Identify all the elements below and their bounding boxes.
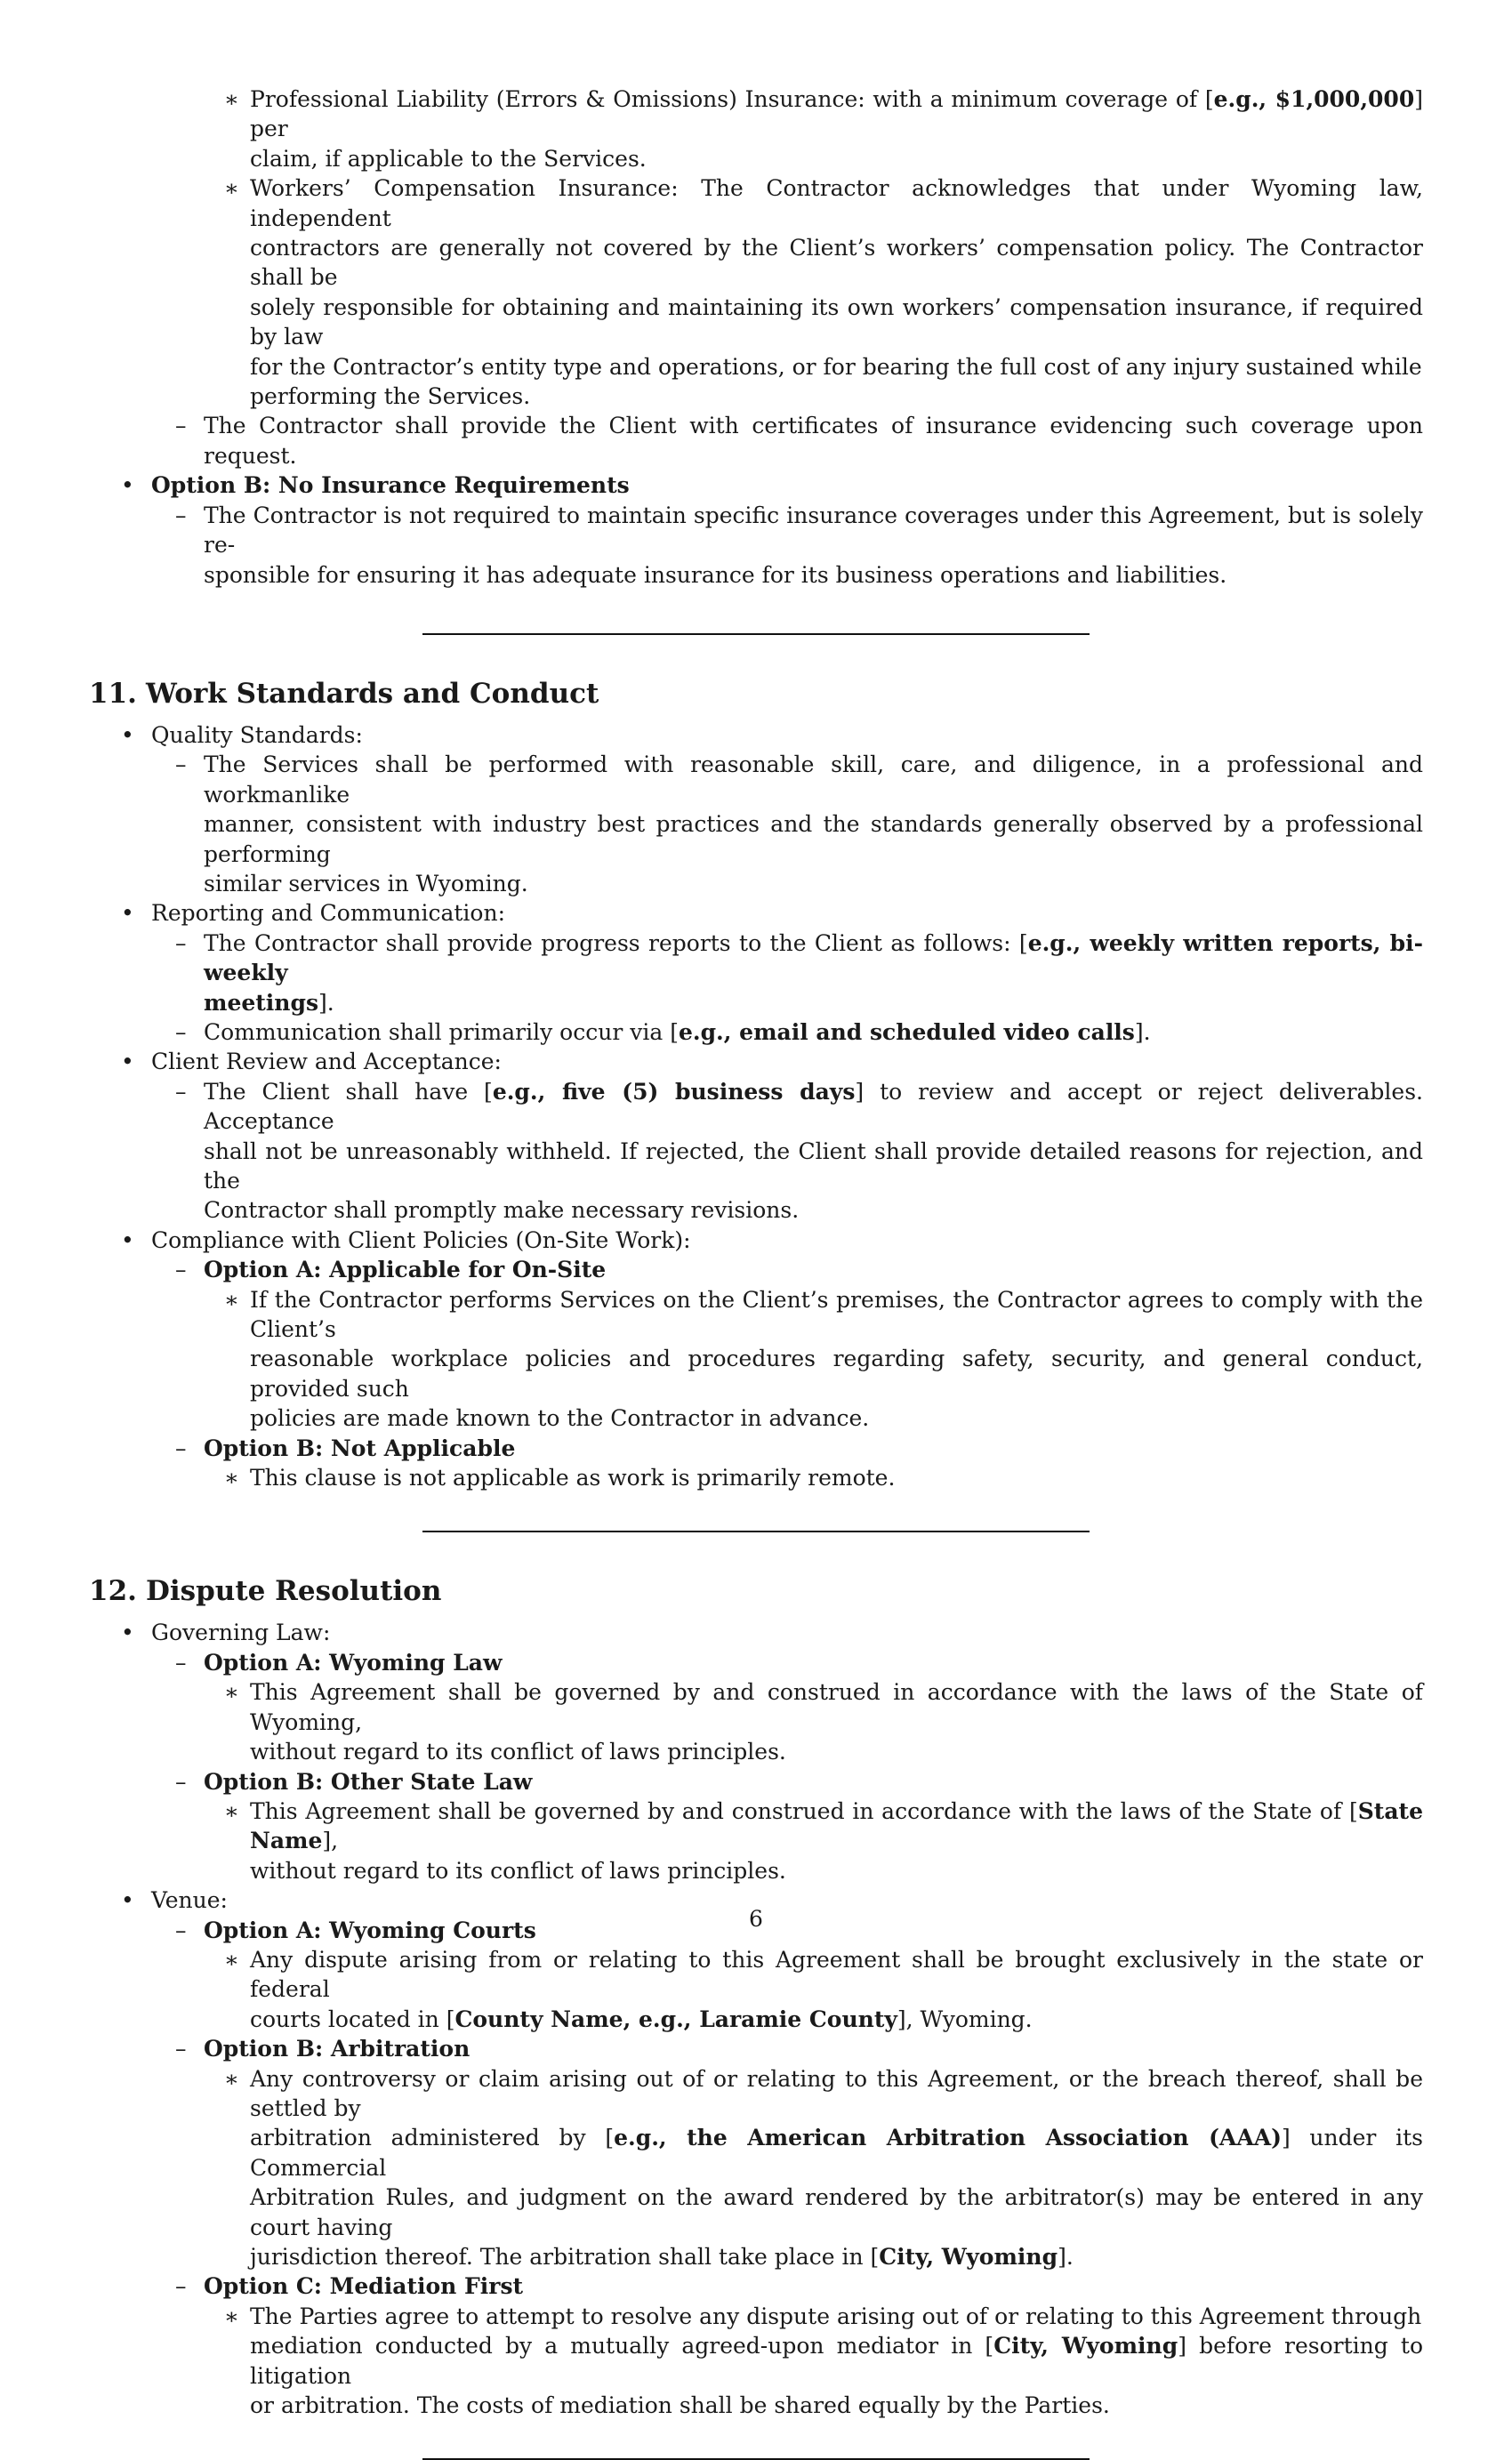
dash-bullet: – <box>175 752 187 778</box>
list-item: • Client Review and Acceptance: <box>89 1047 1423 1076</box>
list-item: ∗ If the Contractor performs Services on the Client’s premises, the Contractor agrees to comply with the Client’s <box>224 1286 1423 1343</box>
bullet: • <box>121 1049 134 1075</box>
dash-bullet: – <box>175 502 187 528</box>
bullet: • <box>121 1620 134 1646</box>
list-item: – The Contractor is not required to maintain specific insurance coverages under this Agreement, but is solely re- <box>175 502 1423 559</box>
list-item-cont: shall not be unreasonably withheld. If rejected, the Client shall provide detailed reasons for rejection, and the <box>204 1138 1423 1194</box>
document-page <box>89 84 1423 2460</box>
list-item: ∗ The Parties agree to attempt to resolve any dispute arising out of or relating to this Agreement through <box>89 2302 1423 2331</box>
list-item-cont: without regard to its conflict of laws principles. <box>250 1739 786 1765</box>
section-divider <box>422 633 1090 635</box>
asterisk-bullet: ∗ <box>224 86 239 112</box>
list-item: ∗ Professional Liability (Errors & Omissions) Insurance: with a minimum coverage of [e.g., $1,000,000] per <box>224 86 1423 142</box>
list-item-cont: jurisdiction thereof. The arbitration shall take place in [City, Wyoming]. <box>250 2244 1074 2270</box>
asterisk-bullet: ∗ <box>224 1946 239 1973</box>
bullet: • <box>121 721 134 748</box>
list-item-cont: courts located in [County Name, e.g., Laramie County], Wyoming. <box>250 2006 1033 2032</box>
list-item: – The Client shall have [e.g., five (5) business days] to review and accept or reject deliverables. Acceptance <box>175 1078 1423 1135</box>
list-item: – Option A: Wyoming Courts <box>89 1916 1423 1945</box>
list-item: • Option B: No Insurance Requirements <box>89 470 1423 500</box>
list-item: – The Services shall be performed with reasonable skill, care, and diligence, in a professional and workmanlike <box>175 752 1423 808</box>
asterisk-bullet: ∗ <box>224 2303 239 2329</box>
list-item-cont: Contractor shall promptly make necessary revisions. <box>204 1197 800 1224</box>
list-item-cont: without regard to its conflict of laws principles. <box>250 1857 786 1884</box>
asterisk-bullet: ∗ <box>224 1797 239 1824</box>
dash-bullet: – <box>175 1078 187 1105</box>
list-item-cont: mediation conducted by a mutually agreed-upon mediator in [City, Wyoming] before resorting to litigation <box>250 2333 1423 2389</box>
dash-bullet: – <box>175 2036 187 2062</box>
list-item-cont: arbitration administered by [e.g., the American Arbitration Association (AAA)] under its Commercial <box>250 2125 1423 2181</box>
dash-bullet: – <box>175 929 187 956</box>
list-item-cont: for the Contractor’s entity type and operations, or for bearing the full cost of any injury sustained while <box>250 353 1422 380</box>
list-item: ∗ This clause is not applicable as work is primarily remote. <box>89 1463 1423 1492</box>
list-item: – Option B: Arbitration <box>89 2034 1423 2063</box>
list-item: • Quality Standards: <box>89 720 1423 750</box>
list-item-cont: Arbitration Rules, and judgment on the award rendered by the arbitrator(s) may be entered in any court having <box>250 2184 1423 2240</box>
list-item-cont: solely responsible for obtaining and maintaining its own workers’ compensation insurance, if required by law <box>250 293 1423 350</box>
bullet: • <box>121 900 134 927</box>
section-divider <box>422 1531 1090 1532</box>
list-item: ∗ This Agreement shall be governed by and construed in accordance with the laws of the State of [State Name], <box>224 1797 1423 1854</box>
asterisk-bullet: ∗ <box>224 2065 239 2092</box>
list-item: – Communication shall primarily occur via [e.g., email and scheduled video calls]. <box>89 1017 1423 1047</box>
dash-bullet: – <box>175 1917 187 1943</box>
list-item: – Option B: Not Applicable <box>89 1434 1423 1463</box>
dash-bullet: – <box>175 1435 187 1461</box>
bullet: • <box>121 1226 134 1253</box>
section-heading: 11. Work Standards and Conduct <box>89 677 599 710</box>
list-item: • Reporting and Communication: <box>89 898 1423 928</box>
list-item-cont: meetings]. <box>204 989 334 1016</box>
list-item: – Option A: Wyoming Law <box>89 1648 1423 1677</box>
list-item: – The Contractor shall provide the Client with certificates of insurance evidencing such coverage upon request. <box>175 413 1423 469</box>
asterisk-bullet: ∗ <box>224 1286 239 1313</box>
list-item: ∗ Workers’ Compensation Insurance: The Contractor acknowledges that under Wyoming law, independent <box>224 175 1423 231</box>
list-item-cont: similar services in Wyoming. <box>204 870 528 896</box>
list-item-cont: performing the Services. <box>250 383 531 410</box>
section-heading: 12. Dispute Resolution <box>89 1575 442 1608</box>
list-item: – Option A: Applicable for On-Site <box>89 1255 1423 1284</box>
list-item-cont: or arbitration. The costs of mediation shall be shared equally by the Parties. <box>250 2392 1110 2419</box>
list-item: – Option B: Other State Law <box>89 1767 1423 1797</box>
asterisk-bullet: ∗ <box>224 1465 239 1491</box>
list-item-cont: contractors are generally not covered by the Client’s workers’ compensation policy. The Contractor shall be <box>250 235 1423 291</box>
list-item: ∗ This Agreement shall be governed by and construed in accordance with the laws of the State of Wyoming, <box>224 1679 1423 1735</box>
list-item: ∗ Any controversy or claim arising out of or relating to this Agreement, or the breach thereof, shall be settled by <box>224 2065 1423 2121</box>
dash-bullet: – <box>175 1649 187 1676</box>
asterisk-bullet: ∗ <box>224 1679 239 1706</box>
list-item: – The Contractor shall provide progress reports to the Client as follows: [e.g., weekly written reports, bi-weekly <box>175 929 1423 986</box>
list-item-cont: policies are made known to the Contractor in advance. <box>250 1405 870 1432</box>
list-item: • Venue: <box>89 1885 1423 1915</box>
dash-bullet: – <box>175 1018 187 1045</box>
page-number: 6 <box>749 1906 763 1932</box>
dash-bullet: – <box>175 1768 187 1795</box>
dash-bullet: – <box>175 413 187 439</box>
dash-bullet: – <box>175 2273 187 2300</box>
list-item: ∗ Any dispute arising from or relating to this Agreement shall be brought exclusively in the state or federal <box>224 1946 1423 2003</box>
list-item-cont: sponsible for ensuring it has adequate insurance for its business operations and liabilities. <box>204 561 1227 588</box>
asterisk-bullet: ∗ <box>224 175 239 202</box>
list-item: – Option C: Mediation First <box>89 2271 1423 2301</box>
list-item: • Governing Law: <box>89 1618 1423 1647</box>
list-item-cont: reasonable workplace policies and procedures regarding safety, security, and general conduct, provided such <box>250 1346 1423 1402</box>
list-item: • Compliance with Client Policies (On-Site Work): <box>89 1226 1423 1255</box>
bullet: • <box>121 1887 134 1914</box>
list-item-cont: manner, consistent with industry best practices and the standards generally observed by a professional performing <box>204 811 1423 867</box>
list-item-cont: claim, if applicable to the Services. <box>250 145 647 172</box>
bullet: • <box>121 472 134 499</box>
dash-bullet: – <box>175 1257 187 1283</box>
